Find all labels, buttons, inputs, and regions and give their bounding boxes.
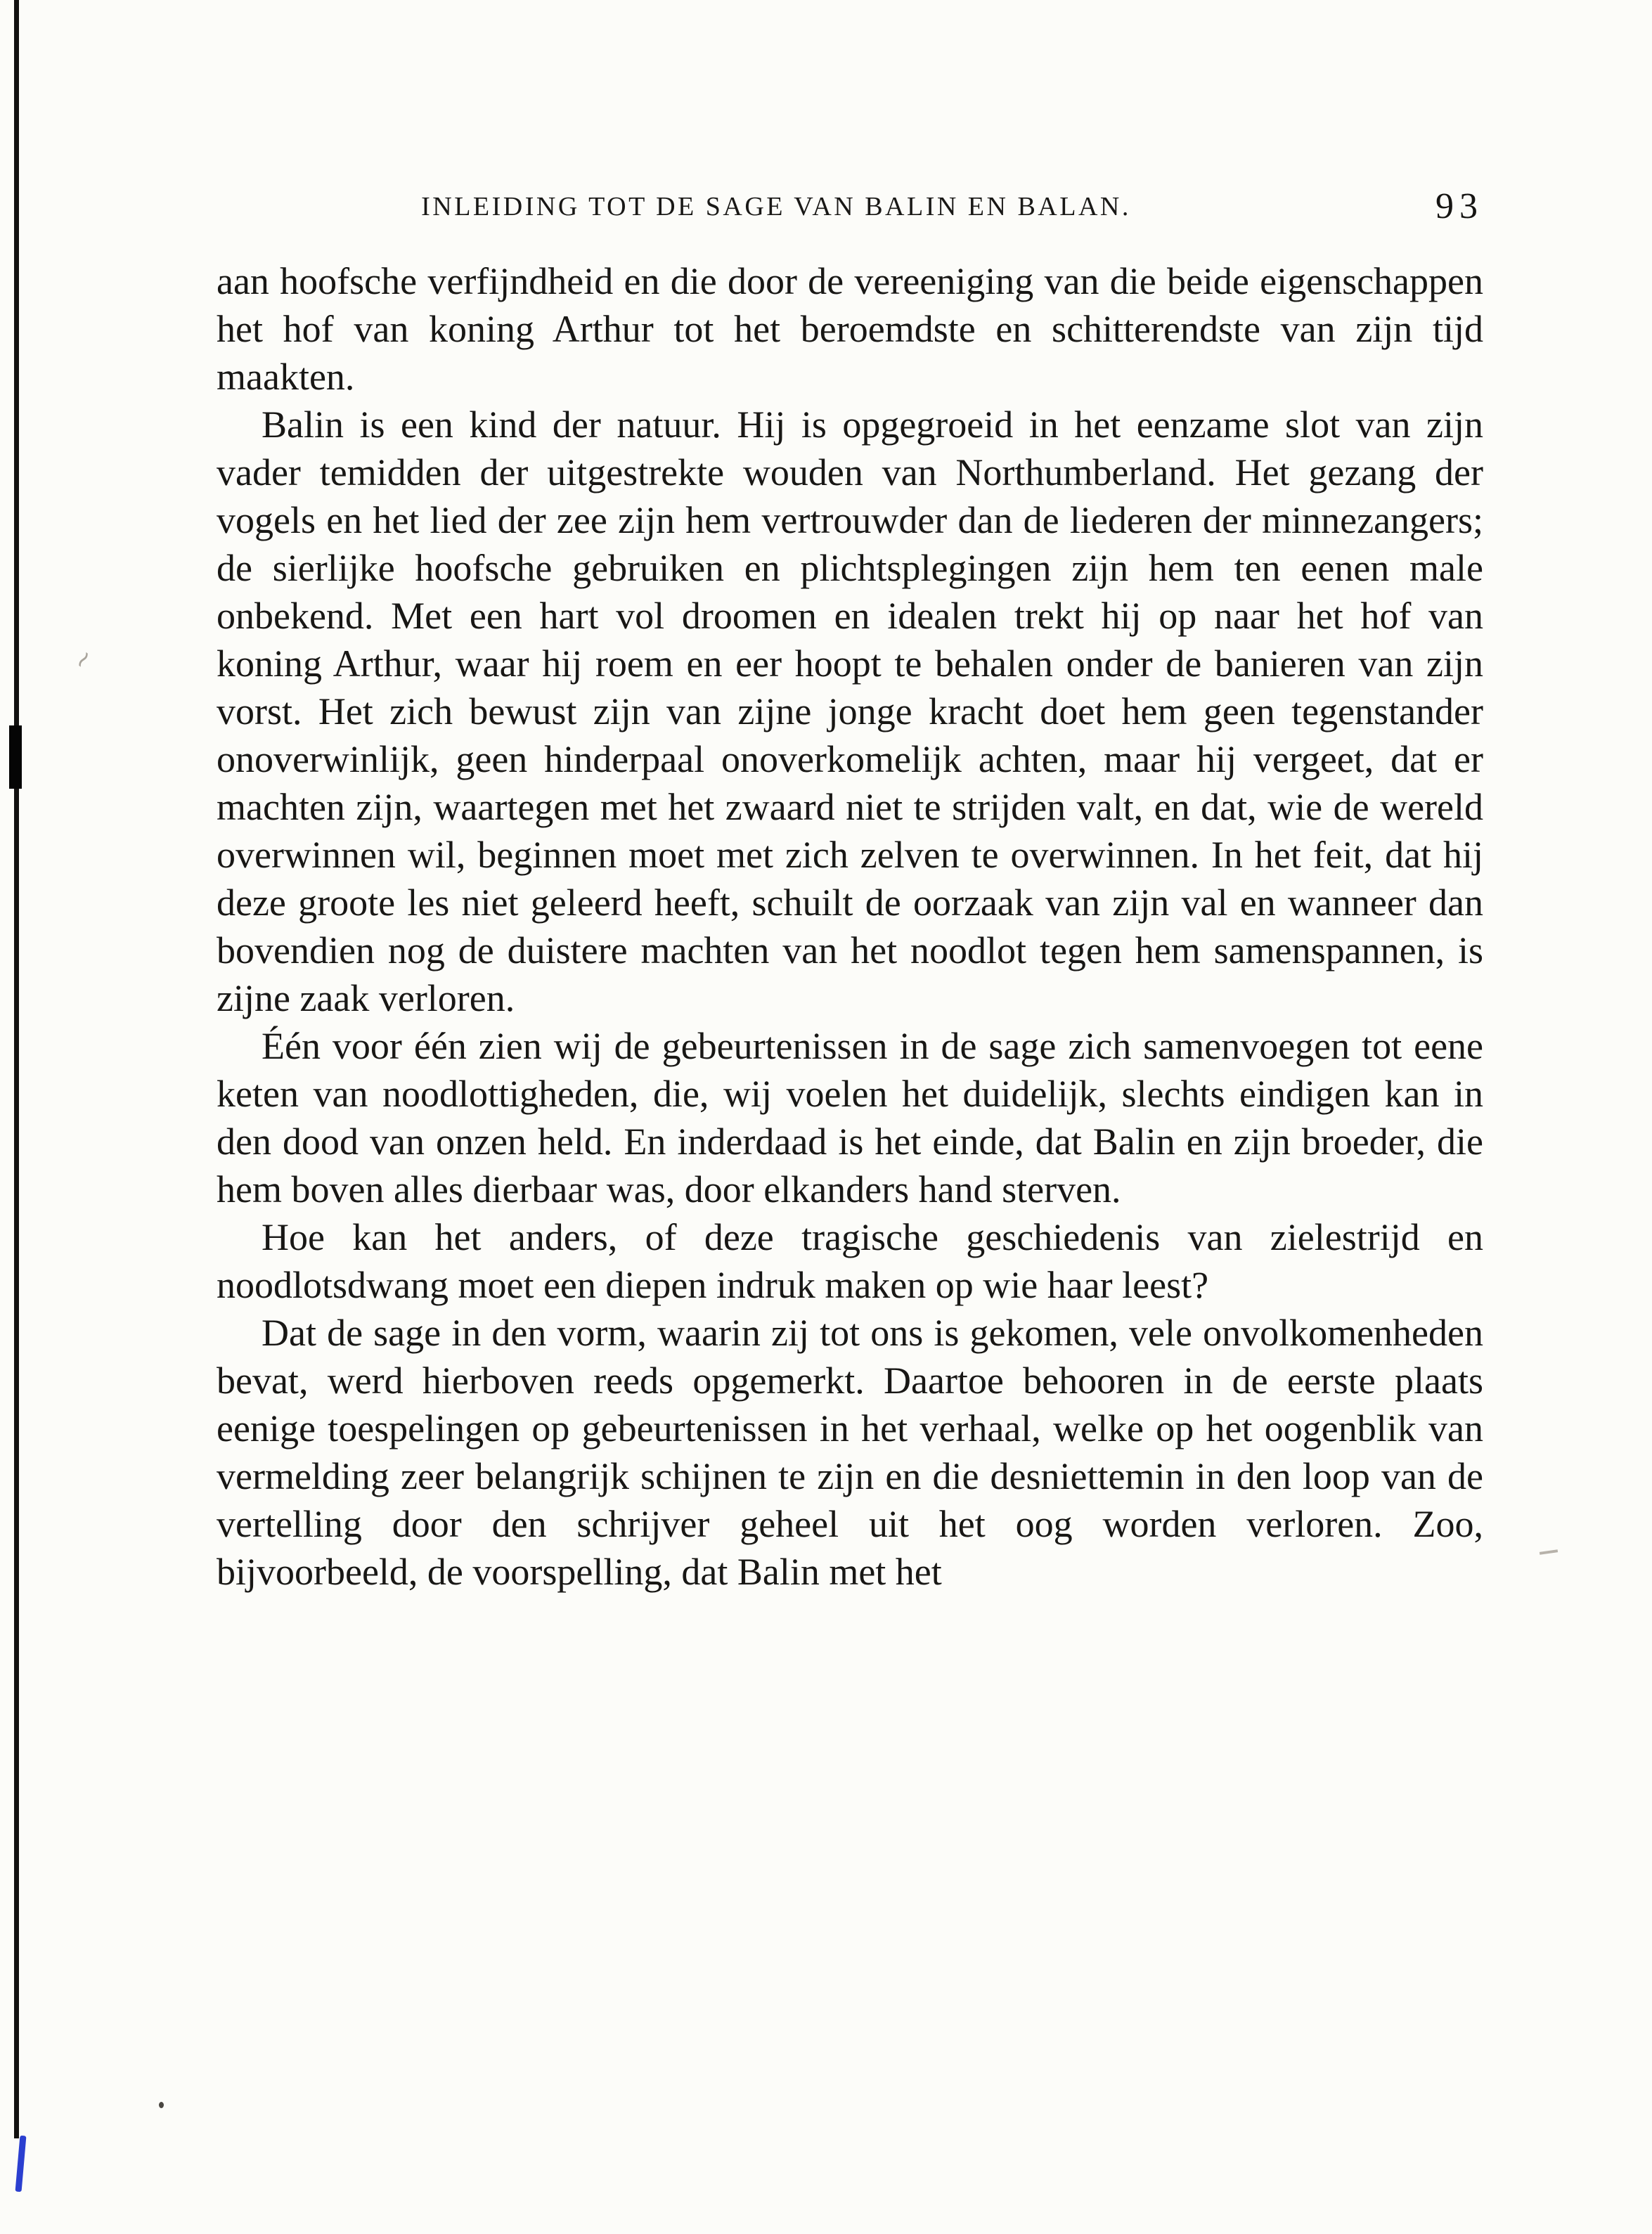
running-header: INLEIDING TOT DE SAGE VAN BALIN EN BALAN. [421, 192, 1131, 221]
body-paragraph: Hoe kan het anders, of deze tragische geschiedenis van zielestrijd en noodlotsdwang moet een diepen indruk maken op wie haar leest? [217, 1216, 1483, 1306]
page-number: 93 [1435, 186, 1483, 226]
page-header-row [217, 186, 1483, 233]
binding-line [14, 0, 19, 2138]
margin-squiggle-mark: ~ [65, 643, 101, 676]
body-paragraph: Dat de sage in den vorm, waarin zij tot ons is gekomen, vele onvolkomenheden bevat, werd hierboven reeds opgemerkt. Daartoe behooren in de eerste plaats eenige toespelingen op gebeurtenissen in het verhaal, welke op het oogenblik van vermelding zeer belangrijk schijnen te zijn en die desniettemin in den loop van de vertelling door den schrijver geheel uit het oog worden verloren. Zoo, bijvoorbeeld, de voorspelling, dat Balin met het [217, 1312, 1483, 1593]
body-paragraph: aan hoofsche verfijndheid en die door de vereeniging van die beide eigenschappen het hof van koning Arthur tot het beroemdste en schitterendste van zijn tijd maakten. [217, 260, 1483, 398]
body-text-block [217, 257, 1483, 1596]
body-paragraph: Balin is een kind der natuur. Hij is opgegroeid in het eenzame slot van zijn vader temidden der uitgestrekte wouden van Northumberland. Het gezang der vogels en het lied der zee zijn hem vertrouwder dan de liederen der minnezangers; de sierlijke hoofsche gebruiken en plichtsplegingen zijn hem ten eenen male onbekend. Met een hart vol droomen en idealen trekt hij op naar het hof van koning Arthur, waar hij roem en eer hoopt te behalen onder de banieren van zijn vorst. Het zich bewust zijn van zijne jonge kracht doet hem geen tegenstander onoverwinlijk, geen hinderpaal onoverkomelijk achten, maar hij vergeet, dat er machten zijn, waartegen met het zwaard niet te strijden valt, en dat, wie de wereld overwinnen wil, beginnen moet met zich zelven te overwinnen. In het feit, dat hij deze groote les niet geleerd heeft, schuilt de oorzaak van zijn val en wanneer dan bovendien nog de duistere machten van het noodlot tegen hem samenspannen, is zijne zaak verloren. [217, 403, 1483, 1019]
margin-dash-mark [1540, 1549, 1558, 1555]
body-paragraph: Één voor één zien wij de gebeurtenissen in de sage zich samenvoegen tot eene keten van noodlottigheden, die, wij voelen het duidelijk, slechts eindigen kan in den dood van onzen held. En inderdaad is het einde, dat Balin en zijn broeder, die hem boven alles dierbaar was, door elkanders hand sterven. [217, 1025, 1483, 1210]
stray-ink-dot [159, 2102, 164, 2108]
binding-ink-blob [9, 725, 22, 789]
blue-pen-mark [15, 2136, 27, 2192]
